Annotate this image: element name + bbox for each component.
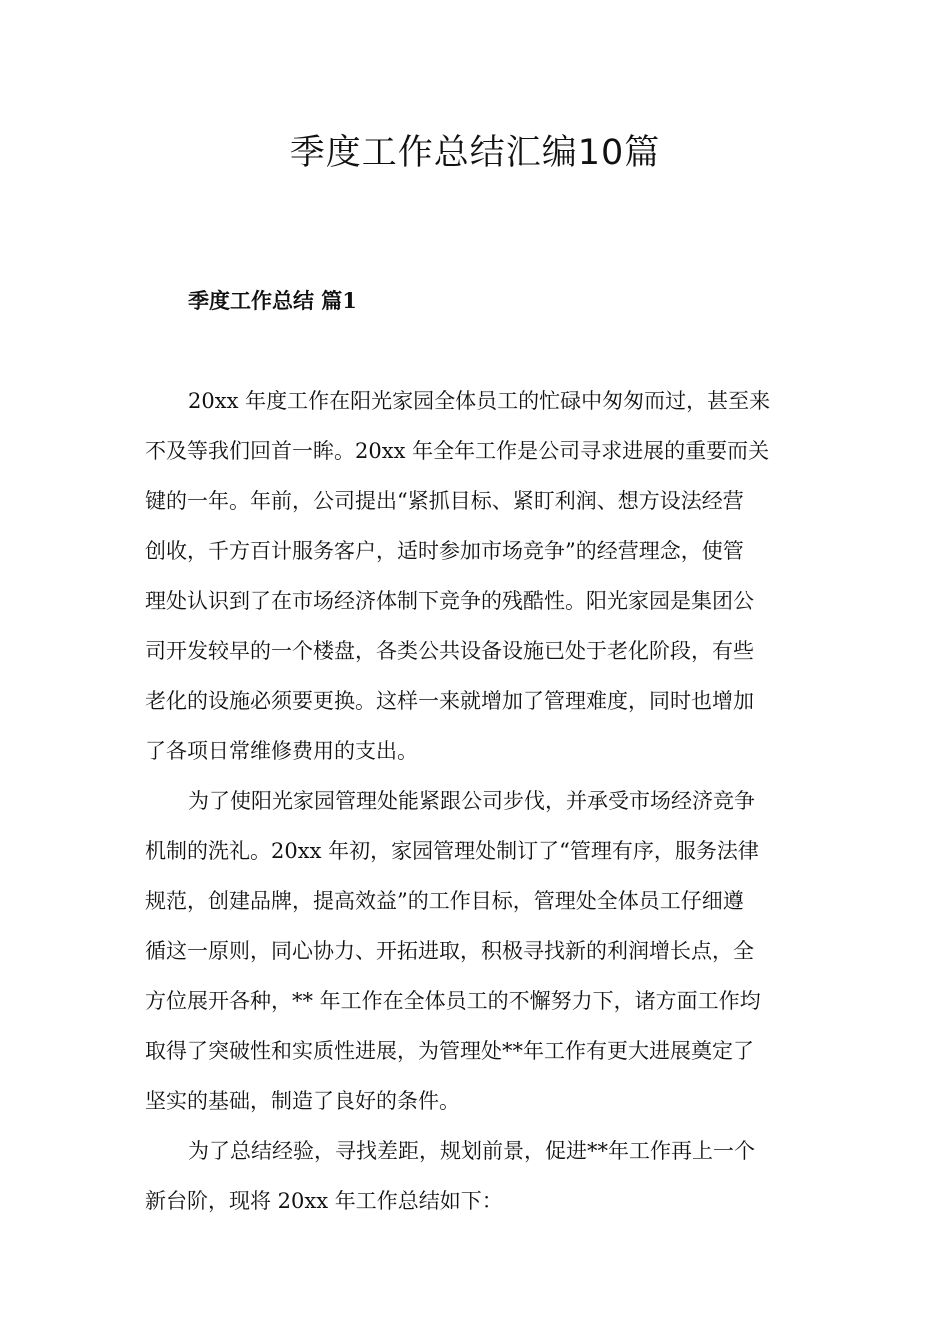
text-line: 取得了突破性和实质性进展，为管理处**年工作有更大进展奠定了 bbox=[145, 1039, 754, 1063]
text-line: 为了使阳光家园管理处能紧跟公司步伐，并承受市场经济竞争 bbox=[188, 789, 755, 813]
document-body bbox=[145, 376, 805, 1226]
document-title: 季度工作总结汇编10篇 bbox=[289, 133, 661, 173]
text-line: 司开发较早的一个楼盘，各类公共设备设施已处于老化阶段，有些 bbox=[145, 639, 754, 663]
text-line: 规范，创建品牌，提高效益”的工作目标，管理处全体员工仔细遵 bbox=[145, 889, 744, 913]
text-line: 键的一年。年前，公司提出“紧抓目标、紧盯利润、想方设法经营 bbox=[145, 489, 744, 513]
text-line: 循这一原则，同心协力、开拓进取，积极寻找新的利润增长点，全 bbox=[145, 939, 754, 963]
text-line: 坚实的基础，制造了良好的条件。 bbox=[145, 1089, 460, 1113]
text-line: 了各项日常维修费用的支出。 bbox=[145, 739, 418, 763]
text-line: 理处认识到了在市场经济体制下竞争的残酷性。阳光家园是集团公 bbox=[145, 589, 754, 613]
text-line: 创收，千方百计服务客户，适时参加市场竞争”的经营理念，使管 bbox=[145, 539, 744, 563]
text-line: 机制的洗礼。20xx 年初，家园管理处制订了“管理有序，服务法律 bbox=[145, 839, 759, 863]
text-line: 新台阶，现将 20xx 年工作总结如下： bbox=[145, 1189, 503, 1213]
section-heading: 季度工作总结 篇1 bbox=[188, 288, 357, 313]
text-line: 老化的设施必须要更换。这样一来就增加了管理难度，同时也增加 bbox=[145, 689, 754, 713]
text-line: 方位展开各种，** 年工作在全体员工的不懈努力下，诸方面工作均 bbox=[145, 989, 761, 1013]
text-line: 为了总结经验，寻找差距，规划前景，促进**年工作再上一个 bbox=[188, 1139, 755, 1163]
text-line: 不及等我们回首一眸。20xx 年全年工作是公司寻求进展的重要而关 bbox=[145, 439, 770, 463]
text-line: 20xx 年度工作在阳光家园全体员工的忙碌中匆匆而过，甚至来 bbox=[188, 389, 771, 413]
